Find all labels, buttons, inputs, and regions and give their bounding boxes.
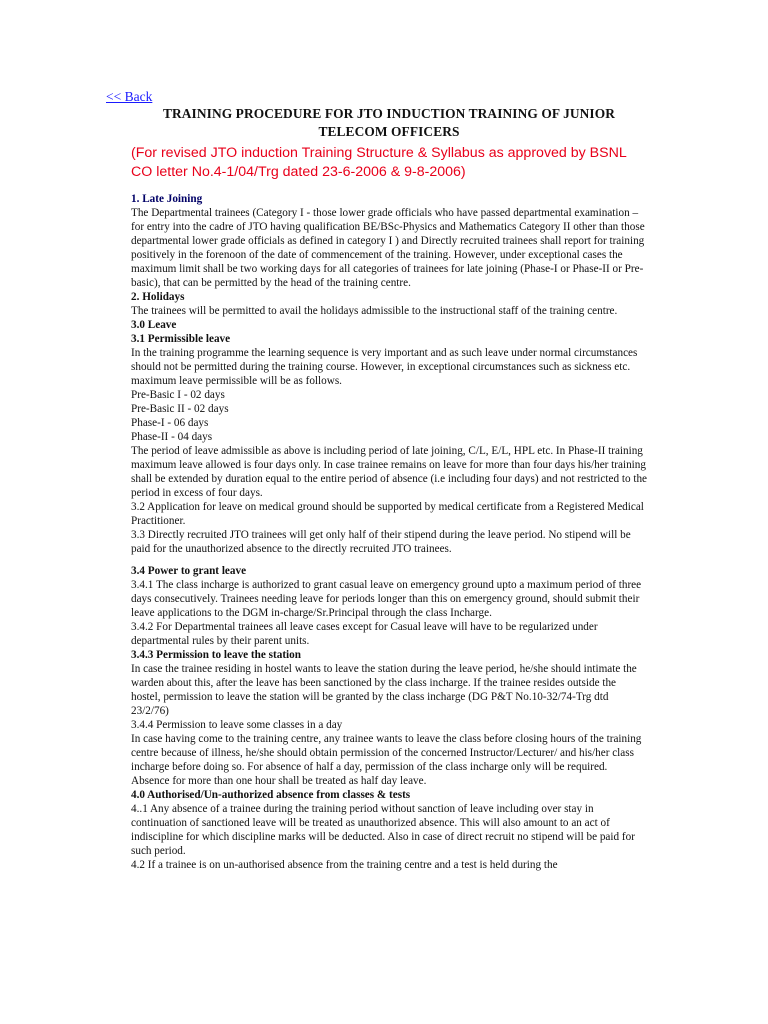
- section-heading-late-joining: 1. Late Joining: [131, 193, 203, 205]
- paragraph-leave-period: The period of leave admissible as above is including period of late joining, C/L, E/L, HPL etc. In Phase-II training maximum leave allowed is four days only. In case trainee remains on leave for more than four days his/her training shall be extended by duration equal to the entire period of absence (i.e including four days) and not restricted to the period in excess of four days.: [131, 445, 648, 499]
- paragraph-holidays: The trainees will be permitted to avail the holidays admissible to the instructional staff of the training centre.: [131, 305, 618, 317]
- paragraph-stipend: 3.3 Directly recruited JTO trainees will get only half of their stipend during the leave period. No stipend will be paid for the unauthorized absence to the directly recruited JTO trainees.: [131, 529, 631, 555]
- section-heading-leave-station: 3.4.3 Permission to leave the station: [131, 649, 301, 661]
- back-link[interactable]: << Back: [106, 89, 153, 104]
- list-item: Pre-Basic I - 02 days: [131, 389, 225, 401]
- paragraph-casual-leave: 3.4.1 The class incharge is authorized to grant casual leave on emergency ground upto a maximum period of three days consecutively. Trainees needing leave for periods longer than this on emergency ground, should submit their leave applications to the DGM in-charge/Sr.Principal through the class Incharge.: [131, 579, 642, 619]
- paragraph-leave-classes: In case having come to the training centre, any trainee wants to leave the class before closing hours of the training centre because of illness, he/she should obtain permission of the concerned Instructor/Lecturer/ and his/her class incharge before doing so. For absence of half a day, permission of the class incharge only will be required. Absence for more than one hour shall be treated as half day leave.: [131, 733, 642, 787]
- paragraph-leave-station: In case the trainee residing in hostel wants to leave the station during the leave period, he/she should intimate the warden about this, after the leave has been sanctioned by the class incharge. If the trainee resides outside the hostel, permission to leave the station will be granted by the class incharge (DG P&T No.10-32/74-Trg dtd 23/2/76): [131, 663, 637, 717]
- paragraph-absence-test: 4.2 If a trainee is on un-authorised absence from the training centre and a test is held during the: [131, 859, 558, 871]
- document-title: TRAINING PROCEDURE FOR JTO INDUCTION TRAINING OF JUNIOR TELECOM OFFICERS: [162, 106, 616, 139]
- paragraph-permissible-leave: In the training programme the learning sequence is very important and as such leave under normal circumstances should not be permitted during the training course. However, in exceptional circumstances such as sickness etc. maximum leave permissible will be as follows.: [131, 347, 638, 387]
- list-item: Phase-II - 04 days: [131, 431, 213, 443]
- list-item: Phase-I - 06 days: [131, 417, 209, 429]
- document-subtitle: (For revised JTO induction Training Structure & Syllabus as approved by BSNL CO letter No.4-1/04/Trg dated 23-6-2006 & 9-8-2006): [131, 145, 627, 180]
- section-heading-permissible-leave: 3.1 Permissible leave: [131, 333, 231, 345]
- section-heading-leave: 3.0 Leave: [131, 319, 177, 331]
- paragraph-unauthorized-absence: 4..1 Any absence of a trainee during the training period without sanction of leave including over stay in continuation of sanctioned leave will be treated as unauthorized absence. This will also amount to an act of indiscipline for which discipline marks will be deducted. Also in case of direct recruit no stipend will be paid for such period.: [131, 803, 635, 857]
- document-page: [106, 88, 648, 872]
- list-item: Pre-Basic II - 02 days: [131, 403, 229, 415]
- leave-list: [131, 388, 647, 444]
- paragraph-medical-leave: 3.2 Application for leave on medical ground should be supported by medical certificate from a Registered Medical Practitioner.: [131, 501, 644, 527]
- paragraph-departmental-leave: 3.4.2 For Departmental trainees all leave cases except for Casual leave will have to be regularized under departmental rules by their parent units.: [131, 621, 598, 647]
- section-heading-absence: 4.0 Authorised/Un-authorized absence from classes & tests: [131, 789, 411, 801]
- subheading-leave-classes: 3.4.4 Permission to leave some classes in a day: [131, 719, 343, 731]
- section-heading-power-to-grant: 3.4 Power to grant leave: [131, 565, 247, 577]
- section-heading-holidays: 2. Holidays: [131, 291, 185, 303]
- paragraph-late-joining: The Departmental trainees (Category I - those lower grade officials who have passed departmental examination – for entry into the cadre of JTO having qualification BE/BSc-Physics and Mathematics Category II other than those departmental lower grade officials as defined in category I ) and Directly recruited trainees shall report for training positively in the forenoon of the date of commencement of the training. However, under exceptional cases the maximum limit shall be two working days for all categories of trainees for late joining (Phase-I or Phase-II or Pre-basic), that can be permitted by the head of the training centre.: [131, 207, 645, 289]
